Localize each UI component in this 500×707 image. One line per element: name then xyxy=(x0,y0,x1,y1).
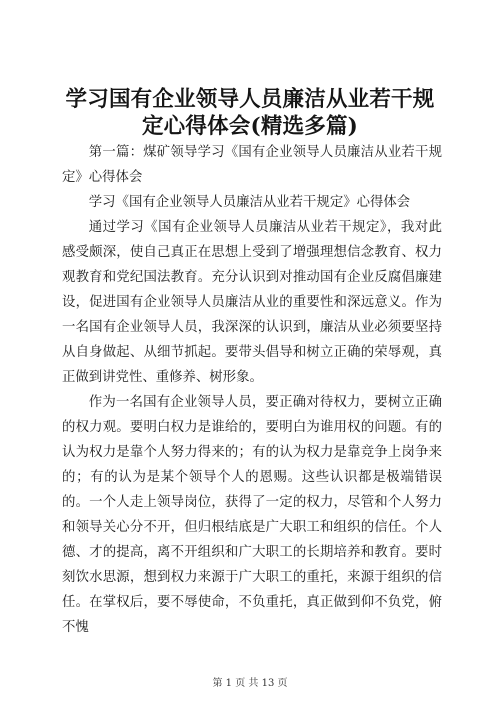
paragraph-subtitle: 学习《国有企业领导人员廉洁从业若干规定》心得体会 xyxy=(88,195,411,210)
page-number-footer: 第 1 页 共 13 页 xyxy=(212,678,288,689)
document-body xyxy=(62,140,442,640)
paragraph-body-2: 作为一名国有企业领导人员，要正确对待权力，要树立正确的权力观。要明白权力是谁给的，要明白为谁用权的问题。有的认为权力是靠个人努力得来的；有的认为权力是靠竞争上岗争来的；有的认为是某个领导个人的恩赐。这些认识都是极端错误的。一个人走上领导岗位，获得了一定的权力，尽管和个人努力和领导关心分不开，但归根结底是广大职工和组织的信任。个人德、才的提高，离不开组织和广大职工的长期培养和教育。要时刻饮水思源，想到权力来源于广大职工的重托，来源于组织的信任。在掌权后，要不辱使命，不负重托，真正做到仰不负党，俯不愧 xyxy=(62,395,442,635)
paragraph-section-heading: 第一篇：煤矿领导学习《国有企业领导人员廉洁从业若干规定》心得体会 xyxy=(62,145,442,185)
document-title: 学习国有企业领导人员廉洁从业若干规定心得体会(精选多篇) xyxy=(65,87,435,139)
paragraph-body-1: 通过学习《国有企业领导人员廉洁从业若干规定》，我对此感受颇深，使自己真正在思想上受到了增强理想信念教育、权力观教育和党纪国法教育。充分认识到对推动国有企业反腐倡廉建设，促进国有企业领导人员廉洁从业的重要性和深远意义。作为一名国有企业领导人员，我深深的认识到，廉洁从业必须要坚持从自身做起、从细节抓起。要带头倡导和树立正确的荣辱观，真正做到讲党性、重修养、树形象。 xyxy=(62,220,442,385)
